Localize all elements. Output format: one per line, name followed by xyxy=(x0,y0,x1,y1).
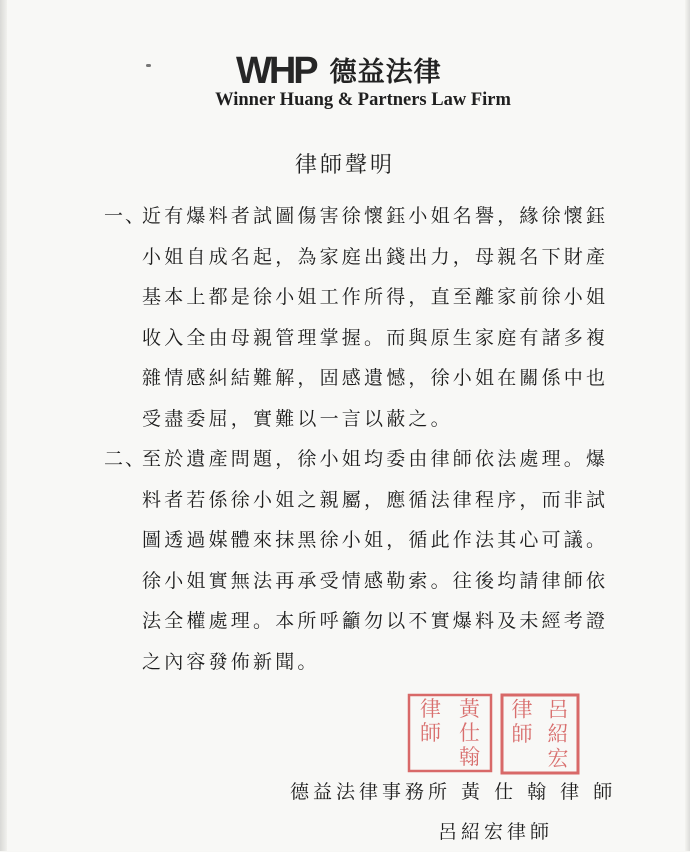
paragraph-line: 圖透過媒體來抹黑徐小姐，循此作法其心可議。 xyxy=(142,529,609,551)
document-title: 律師聲明 xyxy=(294,153,395,178)
paragraph-line: 徐小姐實無法再承受情感勒索。往後均請律師依 xyxy=(142,569,609,592)
paragraph-line: 小姐自成名起，為家庭出錢出力，母親名下財產 xyxy=(142,245,609,268)
seal-character: 律 xyxy=(511,697,533,722)
seal-area xyxy=(407,693,581,775)
seal-character: 呂 xyxy=(547,697,569,722)
paragraph-number: 一、 xyxy=(104,205,147,227)
scan-edge-left xyxy=(0,0,7,851)
firm-name-english: Winner Huang & Partners Law Firm xyxy=(215,90,511,110)
signature-second-lawyer: 呂紹宏律師 xyxy=(438,821,554,843)
seal-character: 師 xyxy=(420,721,441,745)
paragraph-1 xyxy=(104,196,624,439)
seal-character: 律 xyxy=(420,697,441,721)
logo-whp-text: WHP xyxy=(236,50,316,92)
paragraph-line: 至於遺產問題，徐小姐均委由律師依法處理。爆 xyxy=(142,448,609,470)
paragraph-line: 法全權處理。本所呼籲勿以不實爆料及未經考證 xyxy=(142,610,609,632)
seal-character: 宏 xyxy=(547,746,569,771)
paragraph-line: 收入全由母親管理掌握。而與原生家庭有諸多複 xyxy=(142,326,609,349)
signature-block xyxy=(290,772,620,852)
seal-huang-stamp xyxy=(407,693,493,773)
letterhead xyxy=(0,46,690,116)
paragraph-line: 近有爆料者試圖傷害徐懷鈺小姐名譽，緣徐懷鈺 xyxy=(142,205,609,227)
seal-lu-stamp xyxy=(500,693,580,775)
scan-edge-right xyxy=(685,0,690,851)
seal-character: 黃 xyxy=(459,697,480,721)
paragraph-line: 料者若係徐小姐之親屬，應循法律程序，而非試 xyxy=(142,488,609,511)
paragraph-2 xyxy=(104,439,624,682)
signature-firm-and-lawyer: 德益法律事務所 黃 仕 翰 律 師 xyxy=(290,781,617,803)
seal-character: 仕 xyxy=(459,721,480,745)
firm-name-chinese: 德益法律 xyxy=(329,57,442,88)
seal-character: 師 xyxy=(511,722,533,746)
paragraph-number: 二、 xyxy=(104,448,147,470)
paragraph-line: 之內容發佈新聞。 xyxy=(142,650,320,673)
paragraph-line: 雜情感糾結難解，固感遺憾，徐小姐在關係中也 xyxy=(142,367,609,389)
seal-character: 紹 xyxy=(547,722,569,746)
statement-body xyxy=(104,196,624,682)
paragraph-line: 基本上都是徐小姐工作所得，直至離家前徐小姐 xyxy=(142,286,609,308)
firm-logo xyxy=(236,52,442,90)
seal-character: 翰 xyxy=(459,745,480,769)
paragraph-line: 受盡委屈，實難以一言以蔽之。 xyxy=(142,407,453,430)
